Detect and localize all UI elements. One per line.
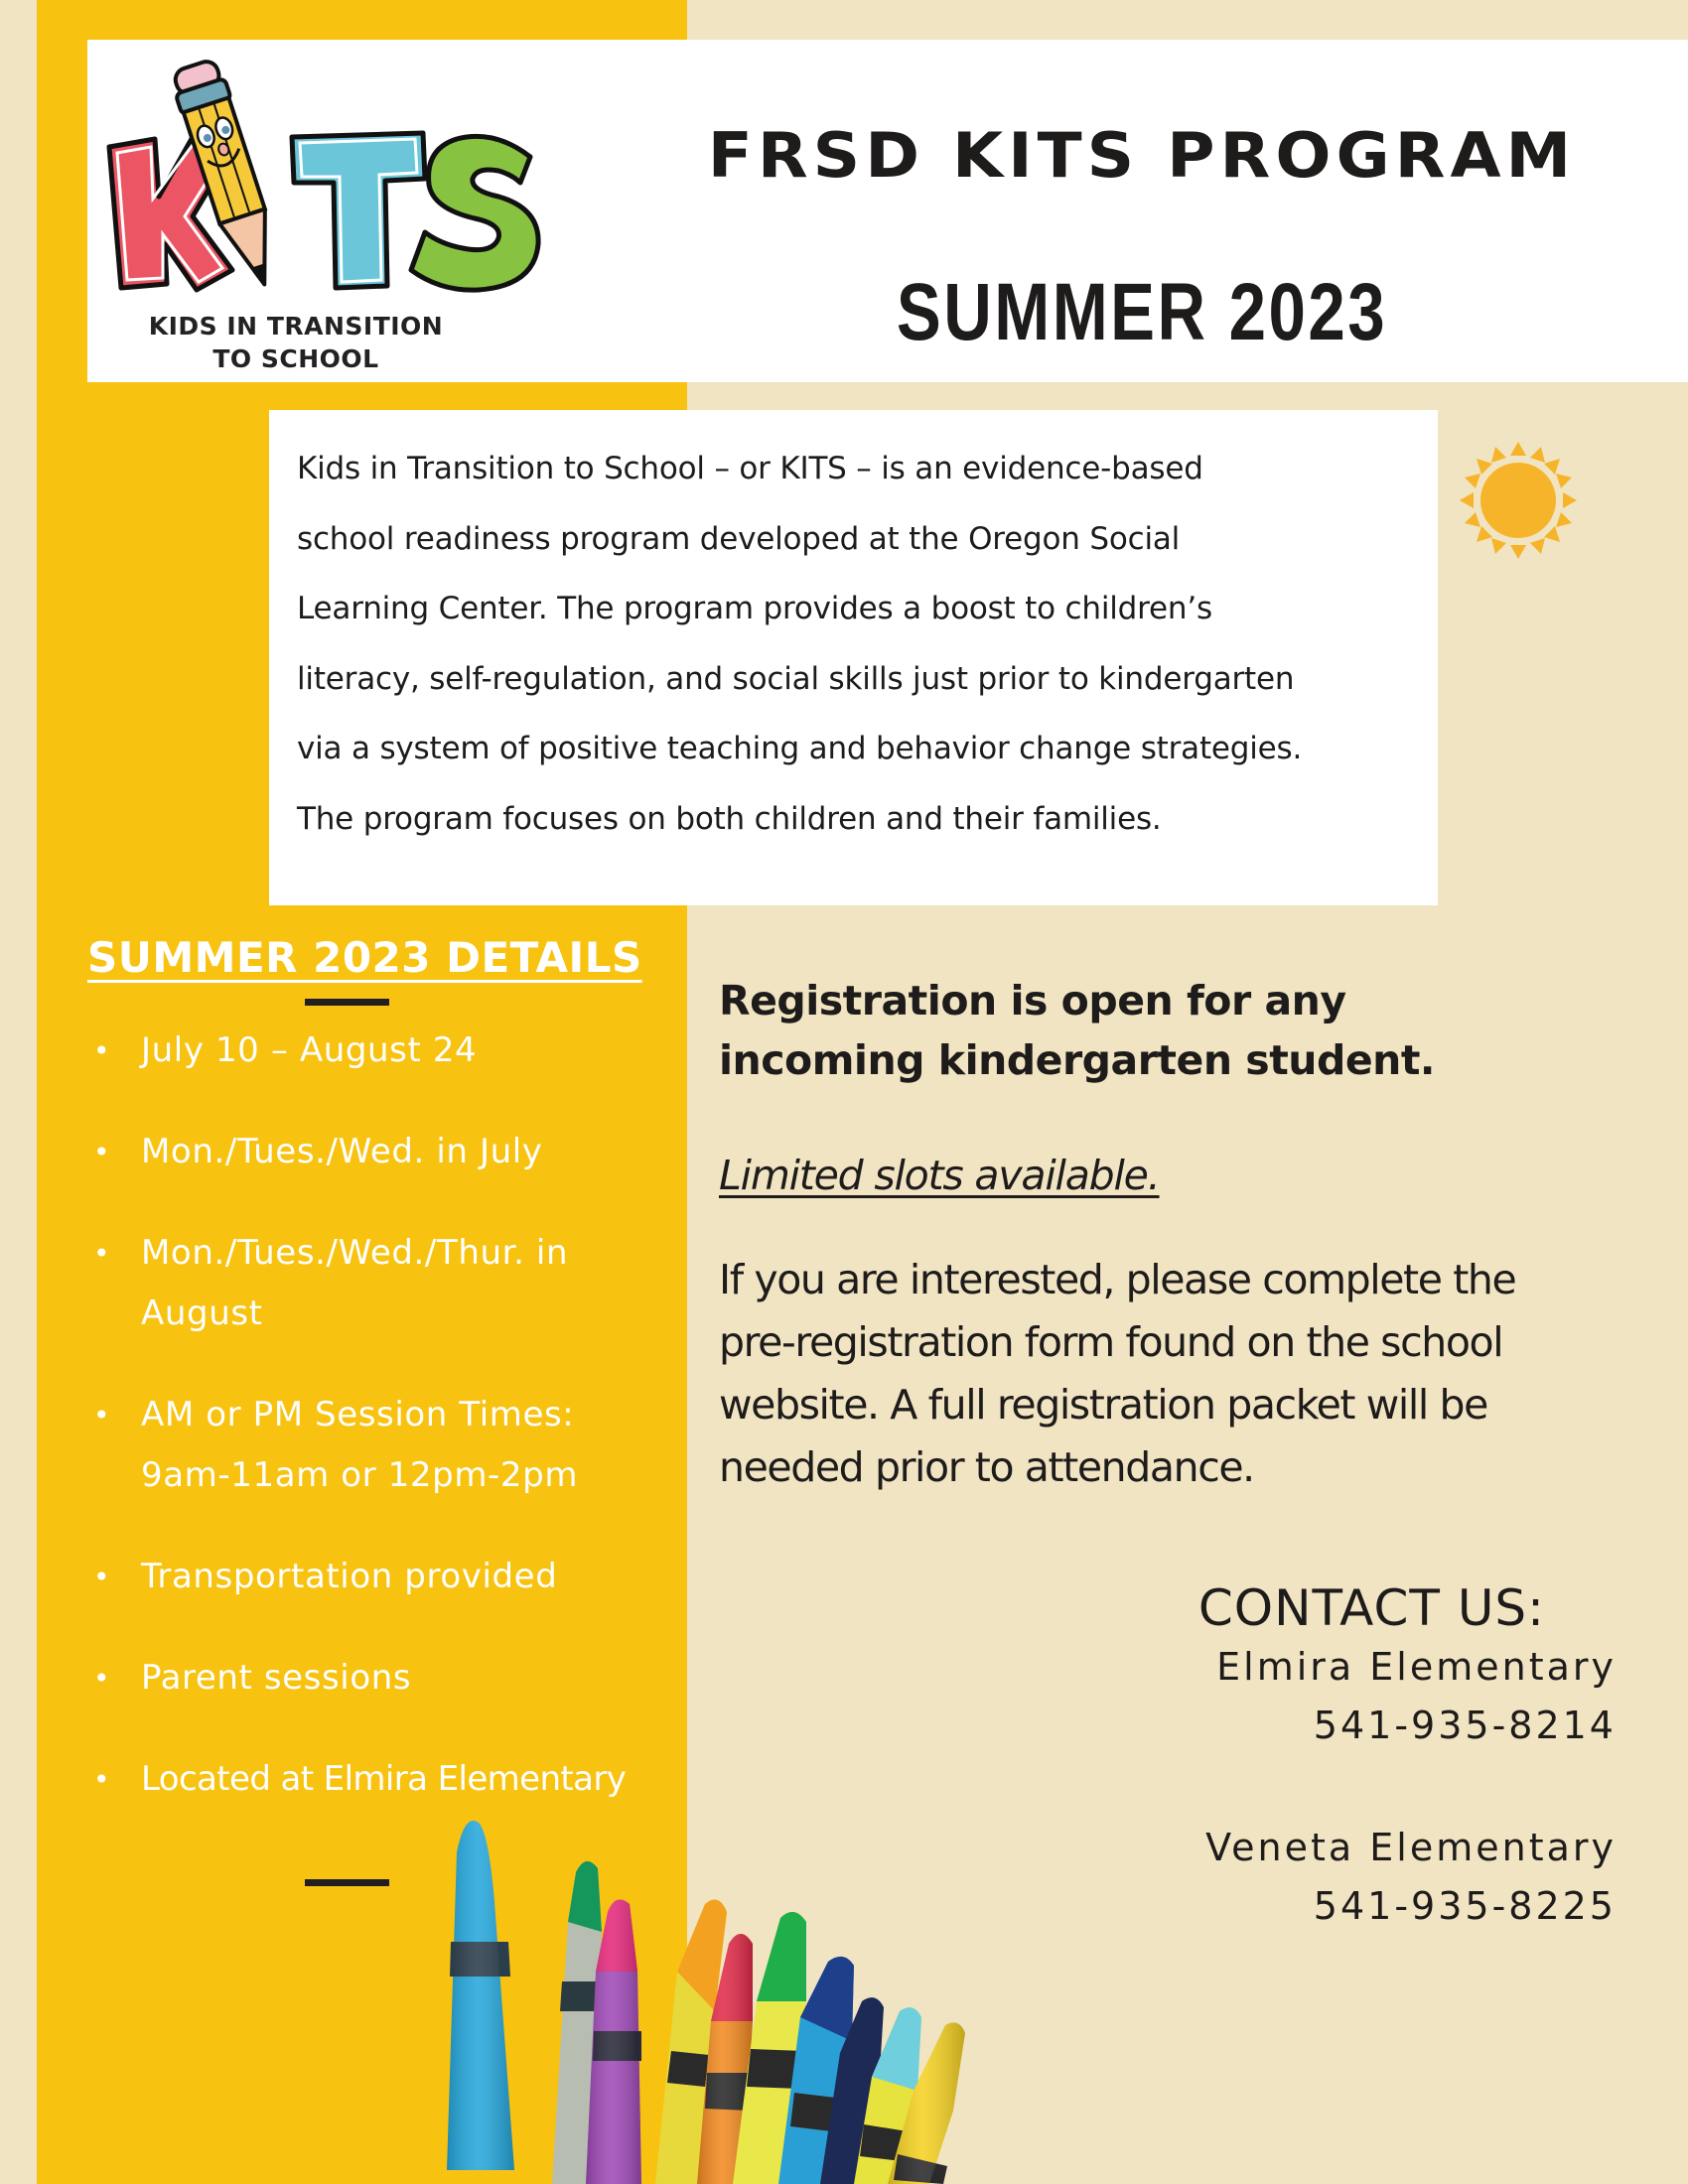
- limited-slots-note: Limited slots available.: [719, 1152, 1160, 1199]
- logo-tagline-line-2: TO SCHOOL: [212, 344, 379, 373]
- description-line: via a system of positive teaching and behavior change strategies.: [297, 731, 1303, 766]
- details-item-text: July 10 – August 24: [141, 1030, 478, 1070]
- registration-body-line: website. A full registration packet will be: [719, 1381, 1487, 1429]
- registration-heading-line: Registration is open for any: [719, 977, 1346, 1024]
- details-item-text: Mon./Tues./Wed. in July: [141, 1132, 543, 1171]
- sun-icon: [1458, 440, 1579, 561]
- logo-tagline: [97, 310, 494, 375]
- divider-dash: [305, 999, 389, 1006]
- details-item: [87, 1547, 683, 1607]
- program-description: [297, 434, 1419, 854]
- details-item: [87, 1648, 683, 1708]
- details-item-text: Located at Elmira Elementary: [141, 1759, 627, 1799]
- logo-letter-s: [411, 136, 538, 290]
- registration-body-line: needed prior to attendance.: [719, 1443, 1254, 1491]
- details-item-text: August: [141, 1294, 263, 1333]
- kits-logo: [97, 50, 554, 377]
- description-line: Kids in Transition to School – or KITS – is an evidence-based: [297, 451, 1203, 486]
- contact-school-name: Elmira Elementary: [1216, 1645, 1617, 1689]
- description-line: school readiness program developed at the Oregon Social: [297, 520, 1181, 557]
- contact-phone[interactable]: 541-935-8225: [1313, 1884, 1617, 1928]
- registration-instructions: [719, 1249, 1613, 1499]
- details-heading: SUMMER 2023 DETAILS: [87, 933, 642, 982]
- details-item-text: • AM or PM Session Times:: [141, 1395, 575, 1434]
- details-item: [87, 1749, 683, 1810]
- crayon: [447, 1821, 514, 2170]
- registration-heading-line: incoming kindergarten student.: [719, 1036, 1435, 1084]
- details-item: [87, 1385, 683, 1506]
- details-item: [87, 1021, 683, 1081]
- logo-tagline-line-1: KIDS IN TRANSITION: [148, 312, 444, 341]
- program-description-box: [269, 410, 1438, 905]
- contact-phone[interactable]: 541-935-8214: [1313, 1704, 1617, 1747]
- logo-letter-t: [292, 133, 425, 288]
- details-list: [87, 1021, 683, 1850]
- page-title: FRSD KITS PROGRAM: [707, 118, 1577, 193]
- details-item-text: • Mon./Tues./Wed./Thur. in: [141, 1233, 569, 1273]
- details-item: [87, 1122, 683, 1182]
- registration-body-line: pre-registration form found on the school: [719, 1318, 1503, 1366]
- registration-body-line: If you are interested, please complete the: [719, 1256, 1516, 1303]
- contact-section: [1198, 1578, 1617, 1936]
- details-item: [87, 1223, 683, 1344]
- description-line: literacy, self-regulation, and social skills just prior to kindergarten: [297, 660, 1295, 697]
- description-line: The program focuses on both children and their families.: [297, 800, 1162, 837]
- registration-heading: [719, 971, 1613, 1090]
- crayons-illustration: [417, 1813, 1132, 2184]
- page-subtitle: SUMMER 2023: [896, 267, 1388, 357]
- description-line: Learning Center. The program provides a boost to children’s: [297, 591, 1212, 626]
- details-item-text: 9am-11am or 12pm-2pm: [141, 1455, 579, 1495]
- kits-logo-graphic: [97, 50, 554, 308]
- details-item-text: Parent sessions: [141, 1658, 412, 1698]
- contact-heading: CONTACT US:: [1197, 1579, 1545, 1637]
- contact-school-name: Veneta Elementary: [1205, 1826, 1617, 1869]
- divider-dash: [305, 1879, 389, 1886]
- details-item-text: Transportation provided: [141, 1557, 558, 1596]
